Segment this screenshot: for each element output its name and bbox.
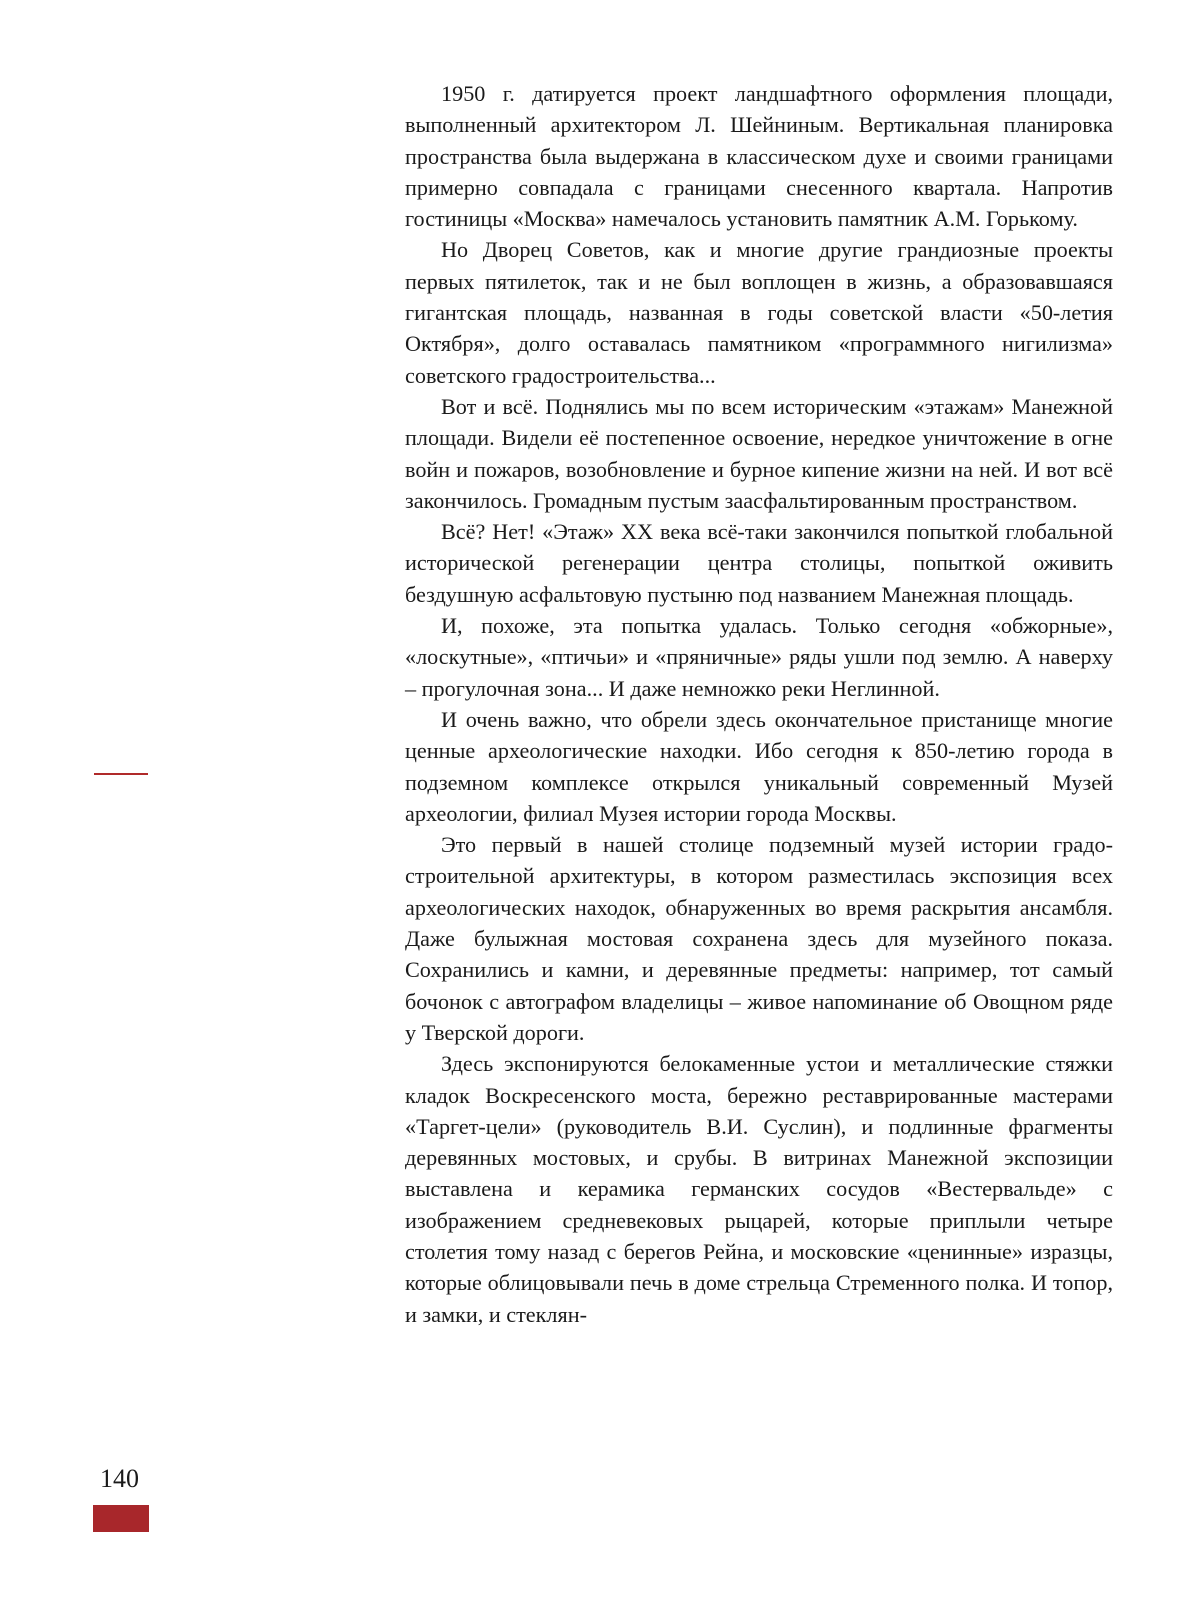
body-text xyxy=(405,78,1113,1330)
paragraph-4: Всё? Нет! «Этаж» XX века всё-таки закончился попыткой глобальной исторической регенерации центра столицы, попыткой оживить бездушную асфальтовую пустыню под названием Манежная площадь. xyxy=(405,519,1113,607)
paragraph-8: Здесь экспонируются белокаменные устои и металлические стяжки кладок Воскресенского моста, бережно реставрированные мастерами «Таргет-цели» (руководитель В.И. Суслин), и подлинные фрагменты деревянных мостовых, и срубы. В витринах Манежной экспозиции выставлена и керамика германских сосудов «Вестервальде» с изображением средневековых рыцарей, которые приплыли четыре столетия тому назад с берегов Рейна, и московские «ценинные» изразцы, которые облицовывали печь в доме стрельца Стременного полка. И топор, и замки, и стеклян- xyxy=(405,1051,1113,1327)
page-number: 140 xyxy=(100,1464,139,1493)
paragraph-6: И очень важно, что обрели здесь окончательное пристанище многие ценные археологические находки. Ибо сегодня к 850-летию города в подземном комплексе открылся уникальный современный Музей археологии, филиал Музея истории города Москвы. xyxy=(405,706,1113,826)
page-accent-bar xyxy=(93,1505,149,1532)
paragraph-7: Это первый в нашей столице подземный музей истории градостроительной архитектуры, в котором разместилась экспозиция всех археологических находок, обнаруженных во время раскрытия ансамбля. Даже булыжная мостовая сохранена здесь для музейного показа. Сохранились и камни, и деревянные предметы: например, тот самый бочонок с автографом владелицы – живое напоминание об Овощном ряде у Тверской дороги. xyxy=(405,832,1113,1045)
margin-divider xyxy=(94,773,148,775)
paragraph-3: Вот и всё. Поднялись мы по всем историческим «этажам» Манежной площади. Видели её постепенное освоение, нередкое уничтожение в огне войн и пожаров, возобновление и бурное кипение жизни на ней. И вот всё закончилось. Громадным пустым заасфальтированным пространством. xyxy=(405,393,1113,513)
paragraph-2: Но Дворец Советов, как и многие другие грандиозные проекты первых пятилеток, так и не был воплощен в жизнь, а образовавшаяся гигантская площадь, названная в годы советской власти «50-летия Октября», долго оставалась памятником «программного нигилизма» советского градостроительства... xyxy=(405,237,1113,388)
paragraph-5: И, похоже, эта попытка удалась. Только сегодня «обжорные», «лоскутные», «птичьи» и «пряничные» ряды ушли под землю. А наверху – прогулочная зона... И даже немножко реки Неглинной. xyxy=(405,613,1113,701)
paragraph-1: 1950 г. датируется проект ландшафтного оформления площади, выполненный архитектором Л. Шейниным. Вертикальная планировка пространства была выдержана в классическом духе и своими границами примерно совпадала с границами снесенного квартала. Напротив гостиницы «Москва» намечалось установить памятник А.М. Горькому. xyxy=(405,81,1113,232)
